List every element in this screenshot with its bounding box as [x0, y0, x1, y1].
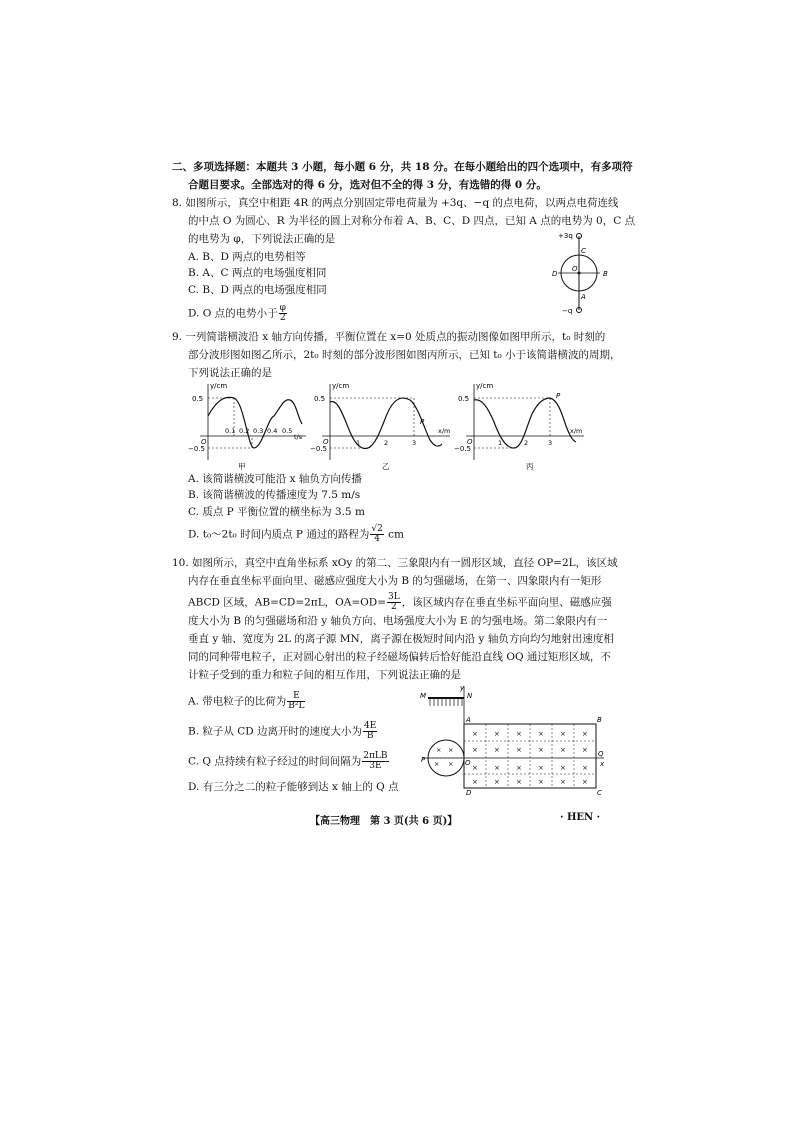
q10-option-c-text: C. Q 点持续有粒子经过的时间间隔为 — [188, 755, 362, 768]
fraction-numerator: 3L — [388, 592, 400, 602]
page-footer: 【高三物理 第 3 页(共 6 页)】 — [310, 816, 458, 827]
q9-option-d-unit: cm — [388, 528, 404, 541]
q8-label-b: B — [603, 270, 608, 278]
q9-graphs — [188, 378, 588, 470]
q9-yi-point-p: P — [420, 418, 425, 426]
svg-text:×: × — [472, 746, 478, 754]
q10-option-a — [188, 692, 306, 711]
q10-option-d: D. 有三分之二的粒子能够到达 x 轴上的 Q 点 — [188, 781, 399, 793]
svg-text:×: × — [516, 746, 522, 754]
svg-text:×: × — [560, 730, 566, 738]
fraction-denominator: 2 — [279, 313, 286, 323]
q9-option-c: C. 质点 P 平衡位置的横坐标为 3.5 m — [188, 506, 365, 518]
q9-option-d-fraction — [370, 525, 383, 544]
svg-text:×: × — [494, 764, 500, 772]
fraction-numerator: 4E — [364, 721, 377, 731]
q8-label-top-charge: +3q — [558, 232, 573, 240]
q9-bing-tick-1: 1 — [498, 439, 503, 447]
q9-yi-tick-3: 3 — [412, 439, 417, 447]
svg-text:×: × — [436, 746, 442, 754]
section-header-line2: 合题目要求。全部选对的得 6 分，选对但不全的得 3 分，有选错的得 0 分。 — [188, 179, 547, 191]
svg-text:×: × — [538, 746, 544, 754]
q9-bing-ypos: 0.5 — [458, 395, 470, 403]
fraction-denominator: B²L — [288, 701, 305, 711]
q8-stem-line2: 的中点 O 为圆心、R 为半径的圆上对称分布着 A、B、C、D 四点，已知 A 点的电势为 0，C 点 — [188, 215, 636, 227]
q10-label-a: A — [466, 716, 471, 724]
svg-text:×: × — [494, 730, 500, 738]
q9-option-b: B. 该简谐横波的传播速度为 7.5 m/s — [188, 489, 361, 501]
q9-bing-origin: O — [467, 438, 473, 446]
q8-label-o: O — [572, 265, 578, 273]
q10-stem-line6: 同的同种带电粒子，正对圆心射出的粒子经磁场偏转后恰好能沿直线 OQ 通过矩形区域，不 — [188, 651, 611, 663]
q9-bing-caption: 丙 — [526, 462, 534, 470]
q9-jia-caption: 甲 — [238, 462, 246, 470]
q8-option-b: B. A、C 两点的电场强度相同 — [188, 267, 327, 279]
svg-text:×: × — [448, 746, 454, 754]
q10-option-b-text: B. 粒子从 CD 边离开时的速度大小为 — [188, 725, 363, 738]
fraction-denominator: 3E — [369, 761, 382, 771]
q9-jia-tick-1: 0.1 — [225, 427, 236, 435]
svg-text:×: × — [434, 760, 440, 768]
q10-label-q: Q — [598, 750, 604, 758]
svg-text:×: × — [472, 778, 478, 786]
q9-option-a: A. 该简谐横波可能沿 x 轴负方向传播 — [188, 473, 362, 485]
q9-jia-yneg: −0.5 — [188, 445, 205, 453]
q10-label-p: P — [421, 756, 426, 764]
q10-stem-line3-post: ，该区域内存在垂直坐标平面向里、磁感应强 — [401, 596, 612, 609]
q10-label-m: M — [420, 692, 427, 700]
fraction-numerator: 2πLB — [363, 751, 388, 761]
q10-stem-line7: 计粒子受到的重力和粒子间的相互作用，下列说法正确的是 — [188, 669, 461, 681]
q10-label-b: B — [597, 716, 602, 724]
q8-option-c: C. B、D 两点的电场强度相同 — [188, 284, 327, 296]
q8-label-c: C — [581, 247, 586, 255]
q9-bing-point-p: P — [556, 392, 561, 400]
q8-figure — [552, 226, 622, 321]
q9-jia-ypos: 0.5 — [192, 395, 204, 403]
fraction-denominator: B — [366, 731, 374, 741]
q9-option-d-text: D. t₀～2t₀ 时间内质点 P 通过的路程为 — [188, 528, 370, 541]
q10-option-a-fraction — [287, 692, 305, 711]
q10-label-n: N — [467, 692, 473, 700]
q9-graph-yi — [310, 382, 450, 470]
q10-option-b — [188, 722, 378, 741]
q9-yi-xunit: x/m — [438, 427, 451, 435]
q10-stem-line3-fraction — [387, 593, 401, 612]
svg-text:×: × — [560, 778, 566, 786]
q8-option-d — [188, 304, 288, 323]
q9-jia-tick-4: 0.4 — [267, 427, 278, 435]
q10-label-o: O — [465, 759, 471, 767]
svg-text:×: × — [538, 730, 544, 738]
fraction-numerator: E — [287, 692, 305, 702]
q9-graph-bing — [454, 382, 584, 470]
svg-text:×: × — [560, 764, 566, 772]
q10-option-c — [188, 752, 390, 771]
q9-bing-xunit: x/m — [570, 427, 583, 435]
q9-jia-tick-3: 0.3 — [253, 427, 264, 435]
q10-label-c: C — [597, 789, 602, 796]
svg-text:×: × — [448, 760, 454, 768]
q10-stem-line5: 垂直 y 轴、宽度为 2L 的离子源 MN，离子源在极短时间内沿 y 轴负方向均匀地射出速度相 — [188, 633, 614, 645]
svg-text:×: × — [582, 730, 588, 738]
q10-option-a-text: A. 带电粒子的比荷为 — [188, 695, 287, 708]
page-footer-code: · HEN · — [560, 812, 601, 823]
q9-yi-tick-1: 1 — [356, 439, 361, 447]
q9-stem-line2: 部分波形图如图乙所示，2t₀ 时刻的部分波形图如图丙所示，已知 t₀ 小于该简谐横波的周期， — [188, 349, 621, 361]
q8-label-bottom-charge: −q — [562, 307, 573, 315]
svg-text:×: × — [582, 778, 588, 786]
svg-text:×: × — [494, 778, 500, 786]
q10-option-c-fraction — [362, 752, 388, 771]
svg-text:×: × — [538, 764, 544, 772]
q9-jia-curve — [208, 397, 302, 448]
svg-text:×: × — [516, 730, 522, 738]
q10-label-d: D — [466, 789, 472, 796]
svg-text:×: × — [516, 764, 522, 772]
svg-text:×: × — [472, 730, 478, 738]
q9-stem-line3: 下列说法正确的是 — [188, 367, 272, 379]
svg-text:×: × — [494, 746, 500, 754]
q10-stem-line3-pre: ABCD 区域，AB=CD=2πL，OA=OD= — [188, 596, 386, 609]
q9-stem-line1: 9. 一列简谐横波沿 x 轴方向传播，平衡位置在 x=0 处质点的振动图像如图甲所示，t₀ 时刻的 — [172, 331, 606, 343]
section-header-line1: 二、多项选择题：本题共 3 小题，每小题 6 分，共 18 分。在每小题给出的四个选项中，有多项符 — [172, 161, 633, 173]
q10-stem-line2: 内存在垂直坐标平面向里、磁感应强度大小为 B 的匀强磁场，在第一、四象限内有一矩形 — [188, 575, 602, 587]
q9-yi-yneg: −0.5 — [310, 445, 327, 453]
q9-graph-jia — [188, 382, 306, 470]
q9-jia-tick-2: 0.2 — [239, 427, 250, 435]
q9-yi-caption: 乙 — [382, 462, 390, 470]
q9-jia-ylabel: y/cm — [210, 382, 228, 390]
q9-yi-ypos: 0.5 — [314, 395, 326, 403]
fraction-numerator: φ — [279, 303, 286, 313]
q9-jia-tick-5: 0.5 — [282, 427, 293, 435]
fraction-numerator: √2 — [371, 524, 383, 534]
svg-text:×: × — [538, 778, 544, 786]
q8-label-a: A — [581, 293, 586, 301]
q9-bing-yneg: −0.5 — [454, 445, 471, 453]
q8-option-a: A. B、D 两点的电势相等 — [188, 251, 306, 263]
q8-stem-line1: 8. 如图所示，真空中相距 4R 的两点分别固定带电荷量为 +3q、−q 的点电荷，以两点电荷连线 — [172, 197, 619, 209]
q9-bing-tick-2: 2 — [524, 439, 529, 447]
q9-yi-ylabel: y/cm — [332, 382, 350, 390]
q9-bing-tick-3: 3 — [548, 439, 553, 447]
svg-text:×: × — [582, 764, 588, 772]
q10-label-y: y — [460, 684, 465, 692]
q9-yi-origin: O — [323, 438, 329, 446]
q10-figure — [418, 684, 608, 796]
q9-bing-ylabel: y/cm — [476, 382, 494, 390]
q10-label-x: x — [600, 760, 605, 768]
q8-option-d-text: D. O 点的电势小于 — [188, 307, 278, 320]
q10-stem-line1: 10. 如图所示，真空中直角坐标系 xOy 的第二、三象限内有一圆形区域，直径 OP=2L，该区域 — [172, 557, 618, 569]
q10-stem-line4: 度大小为 B 的匀强磁场和沿 y 轴负方向、电场强度大小为 E 的匀强电场。第二象限内有一 — [188, 615, 608, 627]
q9-option-d — [188, 525, 404, 544]
q10-option-b-fraction — [363, 722, 377, 741]
svg-text:×: × — [516, 778, 522, 786]
q9-jia-origin: O — [201, 438, 207, 446]
q10-stem-line3 — [188, 593, 612, 612]
q9-yi-tick-2: 2 — [384, 439, 389, 447]
q8-stem-line3: 的电势为 φ，下列说法正确的是 — [188, 233, 336, 245]
svg-text:×: × — [472, 764, 478, 772]
q8-option-d-fraction — [279, 304, 287, 323]
svg-text:×: × — [560, 746, 566, 754]
q9-jia-xunit: t/s — [294, 433, 303, 441]
fraction-denominator: 2 — [390, 602, 397, 612]
q8-label-d: D — [552, 270, 558, 278]
svg-text:×: × — [582, 746, 588, 754]
fraction-denominator: 4 — [374, 534, 380, 544]
